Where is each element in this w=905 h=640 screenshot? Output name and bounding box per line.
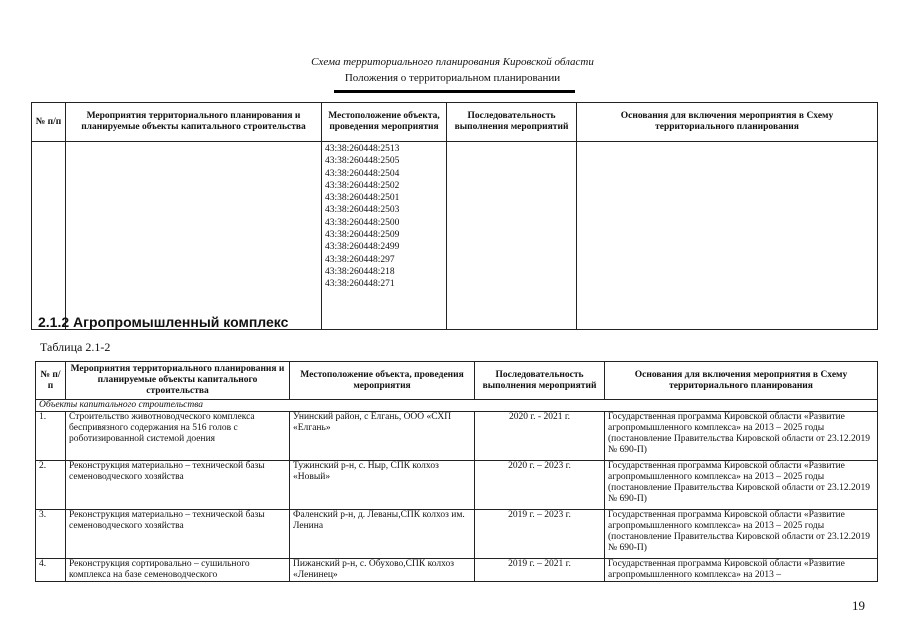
- col-header-location: Местоположение объекта, проведения мероприятия: [322, 103, 447, 142]
- cadastral-number: 43:38:260448:2505: [325, 156, 400, 167]
- cadastral-number: 43:38:260448:2502: [325, 180, 400, 191]
- col-header-activity: Мероприятия территориального планирования и планируемые объекты капитального строительства: [66, 103, 322, 142]
- row-basis: Государственная программа Кировской области «Развитие агропромышленного комплекса» на 2013 – 2025 годы (постановление Правительства Кировской области от 23.12.2019 № 690-П): [605, 461, 878, 510]
- table-header-row: [32, 103, 878, 142]
- section-title: 2.1.2 Агропромышленный комплекс: [38, 314, 289, 330]
- col-header-activity: Мероприятия территориального планирования и планируемые объекты капитального строительства: [66, 362, 290, 400]
- category-row: [36, 400, 878, 412]
- cadastral-number: 43:38:260448:218: [325, 266, 395, 277]
- document-header-title: Схема территориального планирования Кировской области: [311, 56, 594, 68]
- row-activity: Реконструкция сортировально – сушильного комплекса на базе семеноводческого: [66, 559, 290, 582]
- row-number: 4.: [36, 559, 66, 582]
- row-location: Фаленский р-н, д. Леваны,СПК колхоз им. Ленина: [290, 510, 475, 559]
- table-header-row: [36, 362, 878, 400]
- cadastral-number: 43:38:260448:2501: [325, 193, 400, 204]
- category-label: Объекты капитального строительства: [36, 400, 878, 412]
- col-header-number: № п/п: [36, 362, 66, 400]
- row-number: 1.: [36, 412, 66, 461]
- table-row: [36, 510, 878, 559]
- cadastral-number: 43:38:260448:2513: [325, 144, 400, 154]
- row-activity: Реконструкция материально – технической базы семеноводческого хозяйства: [66, 461, 290, 510]
- row-activity: Строительство животноводческого комплекса беспривязного содержания на 516 голов с роботизированной системой доения: [66, 412, 290, 461]
- row-basis: Государственная программа Кировской области «Развитие агропромышленного комплекса» на 2013 – 2025 годы (постановление Правительства Кировской области от 23.12.2019 № 690-П): [605, 412, 878, 461]
- col-header-period: Последовательность выполнения мероприятий: [475, 362, 605, 400]
- row-activity: Реконструкция материально – технической базы семеноводческого хозяйства: [66, 510, 290, 559]
- col-header-period: Последовательность выполнения мероприятий: [447, 103, 577, 142]
- header-rule: [334, 90, 575, 93]
- continued-table: [31, 102, 878, 330]
- row-number: 2.: [36, 461, 66, 510]
- row-basis: Государственная программа Кировской области «Развитие агропромышленного комплекса» на 2013 – 2025 годы (постановление Правительства Кировской области от 23.12.2019 № 690-П): [605, 510, 878, 559]
- cadastral-number: 43:38:260448:2500: [325, 217, 400, 228]
- row-location: Унинский район, с Елгань, ООО «СХП «Елгань»: [290, 412, 475, 461]
- cadastral-number: 43:38:260448:2504: [325, 168, 400, 179]
- col-header-number: № п/п: [32, 103, 66, 142]
- cadastral-number: 43:38:260448:2499: [325, 242, 400, 253]
- table-row: [36, 559, 878, 582]
- row-basis: Государственная программа Кировской области «Развитие агропромышленного комплекса» на 2013 –: [605, 559, 878, 582]
- row-period: 2019 г. – 2021 г.: [475, 559, 605, 582]
- row-location: Тужинский р-н, с. Ныр, СПК колхоз «Новый»: [290, 461, 475, 510]
- table-caption: Таблица 2.1-2: [40, 340, 111, 354]
- col-header-location: Местоположение объекта, проведения мероприятия: [290, 362, 475, 400]
- cadastral-number: 43:38:260448:271: [325, 279, 395, 290]
- agro-table: [35, 361, 878, 582]
- cadastral-number: 43:38:260448:2503: [325, 205, 400, 216]
- table-row: [36, 461, 878, 510]
- row-period: 2020 г. - 2021 г.: [475, 412, 605, 461]
- col-header-basis: Основания для включения мероприятия в Схему территориального планирования: [577, 103, 878, 142]
- row-period: 2019 г. – 2023 г.: [475, 510, 605, 559]
- row-period: 2020 г. – 2023 г.: [475, 461, 605, 510]
- row-location: Пижанский р-н, с. Обухово,СПК колхоз «Ленинец»: [290, 559, 475, 582]
- document-header-subtitle: Положения о территориальном планировании: [344, 72, 561, 84]
- cadastral-number: 43:38:260448:297: [325, 254, 395, 265]
- page-number: 19: [852, 598, 865, 613]
- table-row: [36, 412, 878, 461]
- cadastral-number: 43:38:260448:2509: [325, 230, 400, 241]
- table-row: [32, 142, 878, 330]
- col-header-basis: Основания для включения мероприятия в Схему территориального планирования: [605, 362, 878, 400]
- cadastral-list: [322, 142, 447, 330]
- row-number: 3.: [36, 510, 66, 559]
